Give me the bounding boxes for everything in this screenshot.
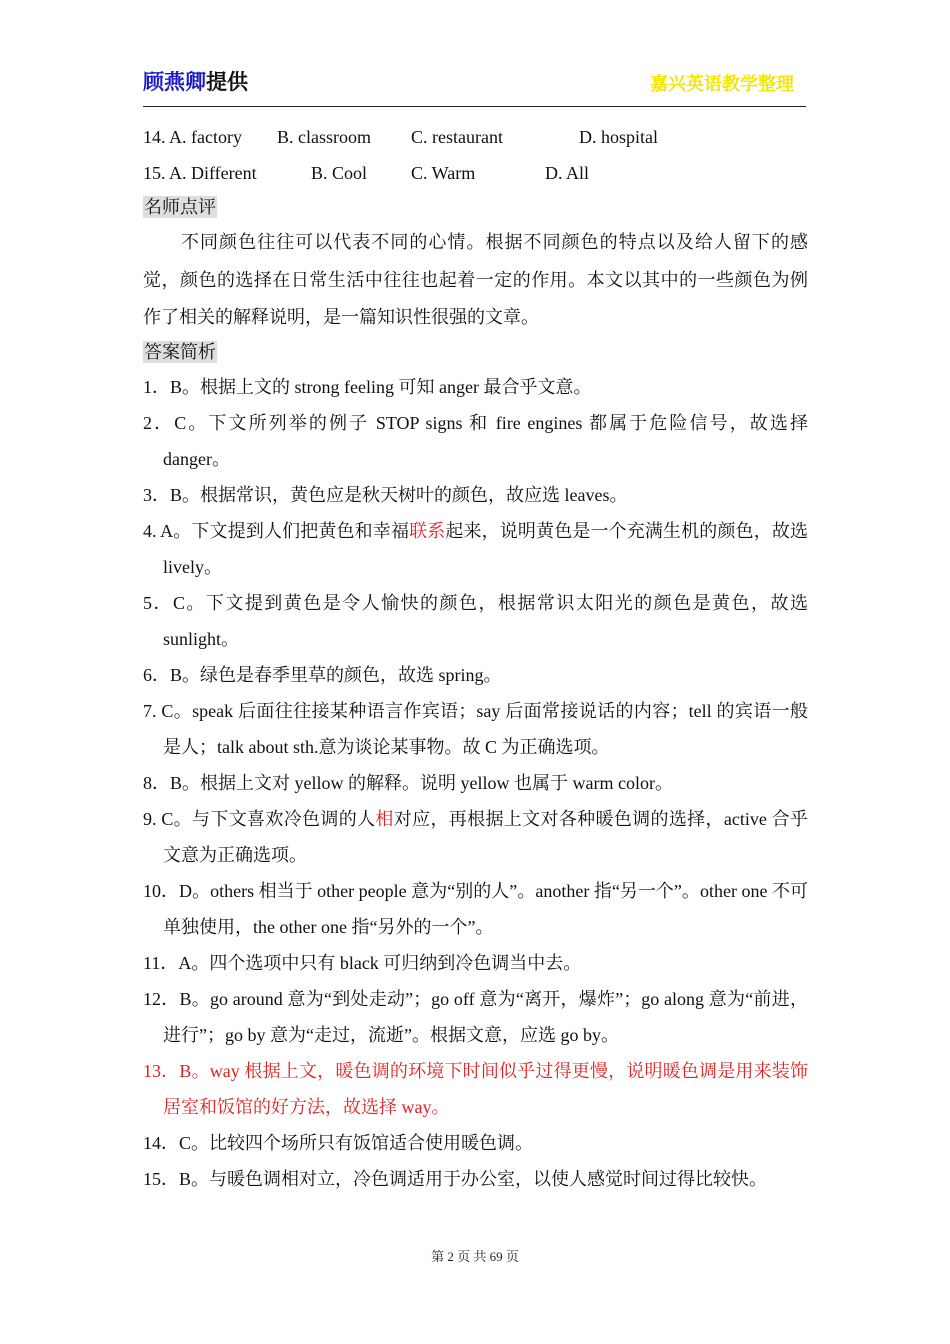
answer-item-7: 7. C。speak 后面往往接某种语言作宾语；say 后面常接说话的内容；tell 的宾语一般是人；talk about sth.意为谈论某事物。故 C 为正确选项。 bbox=[143, 700, 808, 757]
answer-item-8: 8．B。根据上文对 yellow 的解释。说明 yellow 也属于 warm color。 bbox=[143, 772, 673, 793]
answer-item-14: 14．C。比较四个场所只有饭馆适合使用暖色调。 bbox=[143, 1132, 534, 1153]
answer-item-1: 1．B。根据上文的 strong feeling 可知 anger 最合乎文意。 bbox=[143, 376, 592, 397]
answer-item-11: 11．A。四个选项中只有 black 可归纳到冷色调当中去。 bbox=[143, 952, 582, 973]
highlighted-text: 联系 bbox=[409, 520, 446, 541]
header-divider bbox=[143, 106, 806, 107]
answer-text: 起来，说明黄色是一个充满生机的颜色，故选 lively。 bbox=[163, 520, 809, 577]
comment-section-label: 名师点评 bbox=[144, 197, 216, 217]
page-content bbox=[143, 120, 808, 1197]
page-number: 第 2 页 共 69 页 bbox=[431, 1249, 519, 1264]
question-15-options bbox=[143, 156, 808, 192]
page-header bbox=[143, 62, 806, 106]
header-left bbox=[143, 66, 248, 96]
answer-text: 对应，再根据上文对各种暖色调的选择，active 合乎文意为正确选项。 bbox=[163, 808, 809, 865]
answer-item-10: 10．D。others 相当于 other people 意为“别的人”。another 指“另一个”。other one 不可单独使用，the other one 指“另外的一个”。 bbox=[143, 880, 808, 937]
author-name: 顾燕卿 bbox=[143, 70, 206, 94]
answer-item-6: 6．B。绿色是春季里草的颜色，故选 spring。 bbox=[143, 664, 502, 685]
answer-item-13: 13．B。way 根据上文，暖色调的环境下时间似乎过得更慢，说明暖色调是用来装饰居室和饭馆的好方法，故选择 way。 bbox=[143, 1060, 808, 1117]
highlighted-text: 相 bbox=[375, 808, 394, 829]
option-b: B. classroom bbox=[277, 127, 371, 147]
analysis-section-label: 答案简析 bbox=[144, 341, 216, 362]
answer-item-4 bbox=[143, 513, 808, 585]
option-b: B. Cool bbox=[311, 163, 368, 183]
answer-list bbox=[143, 369, 808, 1197]
answer-item-15: 15．B。与暖色调相对立，冷色调适用于办公室，以使人感觉时间过得比较快。 bbox=[143, 1168, 768, 1189]
option-c: C. restaurant bbox=[411, 127, 503, 147]
option-d: D. All bbox=[545, 163, 590, 183]
option-c: C. Warm bbox=[411, 163, 476, 183]
answer-item-2: 2．C。下文所列举的例子 STOP signs 和 fire engines 都属于危险信号，故选择 danger。 bbox=[143, 412, 808, 469]
answer-text: 4. A。下文提到人们把黄色和幸福 bbox=[143, 520, 410, 541]
option-a: 14. A. factory bbox=[143, 127, 242, 147]
question-14-options bbox=[143, 120, 808, 156]
answer-item-3: 3．B。根据常识，黄色应是秋天树叶的颜色，故应选 leaves。 bbox=[143, 484, 628, 505]
option-a: 15. A. Different bbox=[143, 163, 257, 183]
option-d: D. hospital bbox=[579, 127, 658, 147]
provided-label: 提供 bbox=[206, 70, 248, 94]
comment-paragraph: 不同颜色往往可以代表不同的心情。根据不同颜色的特点以及给人留下的感觉，颜色的选择在日常生活中往往也起着一定的作用。本文以其中的一些颜色为例作了相关的解释说明，是一篇知识性很强的文章。 bbox=[143, 232, 808, 327]
answer-item-12: 12．B。go around 意为“到处走动”；go off 意为“离开，爆炸”；go along 意为“前进，进行”；go by 意为“走过，流逝”。根据文意，应选 go by。 bbox=[143, 988, 808, 1045]
answer-text: 9. C。与下文喜欢冷色调的人 bbox=[143, 808, 376, 829]
answer-item-5: 5．C。下文提到黄色是令人愉快的颜色，根据常识太阳光的颜色是黄色，故选 sunlight。 bbox=[143, 592, 808, 649]
answer-item-9 bbox=[143, 801, 808, 873]
organization-label: 嘉兴英语教学整理 bbox=[650, 74, 794, 94]
